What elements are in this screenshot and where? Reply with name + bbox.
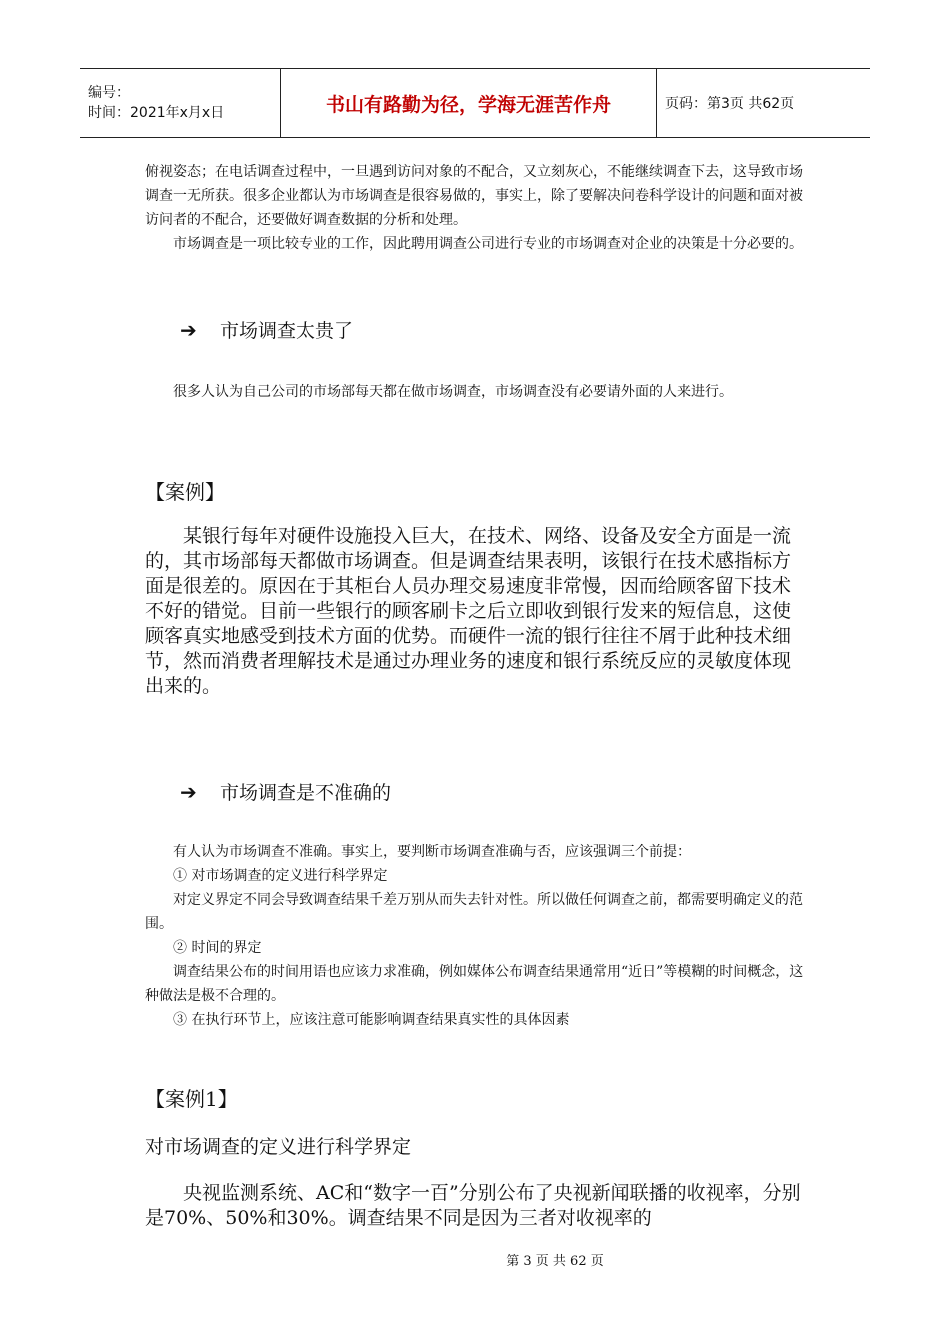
paragraph: 调查结果公布的时间用语也应该力求准确，例如媒体公布调查结果通常用“近日”等模糊的时间概念，这种做法是极不合理的。 xyxy=(145,964,804,1004)
arrow-icon: ➔ xyxy=(180,779,197,804)
paragraph: 很多人认为自己公司的市场部每天都在做市场调查，市场调查没有必要请外面的人来进行。 xyxy=(173,384,733,400)
case-1-heading: 【案例1】 xyxy=(145,1087,238,1111)
list-item: ③ 在执行环节上，应该注意可能影响调查结果真实性的具体因素 xyxy=(173,1012,570,1028)
case-2-body xyxy=(145,1181,805,1231)
page-footer: 第 3 页 共 62 页 xyxy=(506,1254,604,1269)
list-item: ① 对市场调查的定义进行科学界定 xyxy=(173,868,388,884)
page-header xyxy=(80,68,870,138)
paragraph: 某银行每年对硬件设施投入巨大，在技术、网络、设备及安全方面是一流的，其市场部每天都做市场调查。但是调查结果表明，该银行在技术感指标方面是很差的。原因在于其柜台人员办理交易速度非常慢，因而给顾客留下技术不好的错觉。目前一些银行的顾客刷卡之后立即收到银行发来的短信息，这使顾客真实地感受到技术方面的优势。而硬件一流的银行往往不屑于此种技术细节，然而消费者理解技术是通过办理业务的速度和银行系统反应的灵敏度体现出来的。 xyxy=(145,525,792,697)
paragraph: 俯视姿态；在电话调查过程中，一旦遇到访问对象的不配合，又立刻灰心，不能继续调查下去，这导致市场调查一无所获。很多企业都认为市场调查是很容易做的，事实上，除了要解决问卷科学设计的问题和面对被访问者的不配合，还要做好调查数据的分析和处理。 xyxy=(145,164,803,228)
arrow-icon: ➔ xyxy=(180,317,197,342)
paragraph: 市场调查是一项比较专业的工作，因此聘用调查公司进行专业的市场调查对企业的决策是十分必要的。 xyxy=(173,236,803,252)
header-page xyxy=(657,69,870,137)
bullet-heading-expensive xyxy=(180,316,353,343)
case-heading: 【案例】 xyxy=(145,480,225,504)
header-meta xyxy=(80,69,281,137)
number-label: 编号： xyxy=(88,85,130,101)
bullet-heading-inaccurate xyxy=(180,778,391,805)
paragraph: 央视监测系统、AC和“数字一百”分别公布了央视新闻联播的收视率，分别是70%、50%和30%。调查结果不同是因为三者对收视率的 xyxy=(145,1182,801,1229)
motto-text: 书山有路勤为径，学海无涯苦作舟 xyxy=(325,93,611,116)
section-3 xyxy=(145,840,805,1032)
case-1-subheading: 对市场调查的定义进行科学界定 xyxy=(145,1136,412,1158)
section-1 xyxy=(145,160,805,256)
page-label: 页码：第3页 共62页 xyxy=(665,96,795,112)
list-item: ② 时间的界定 xyxy=(173,940,262,956)
bullet-heading-text: 市场调查太贵了 xyxy=(220,320,354,342)
header-motto xyxy=(281,69,657,137)
case-1-body xyxy=(145,524,805,699)
bullet-heading-text: 市场调查是不准确的 xyxy=(220,782,392,804)
time-label: 时间：2021年x月x日 xyxy=(88,105,225,121)
section-2 xyxy=(145,380,805,404)
paragraph: 对定义界定不同会导致调查结果千差万别从而失去针对性。所以做任何调查之前，都需要明确定义的范围。 xyxy=(145,892,803,932)
paragraph: 有人认为市场调查不准确。事实上，要判断市场调查准确与否，应该强调三个前提： xyxy=(173,844,691,860)
